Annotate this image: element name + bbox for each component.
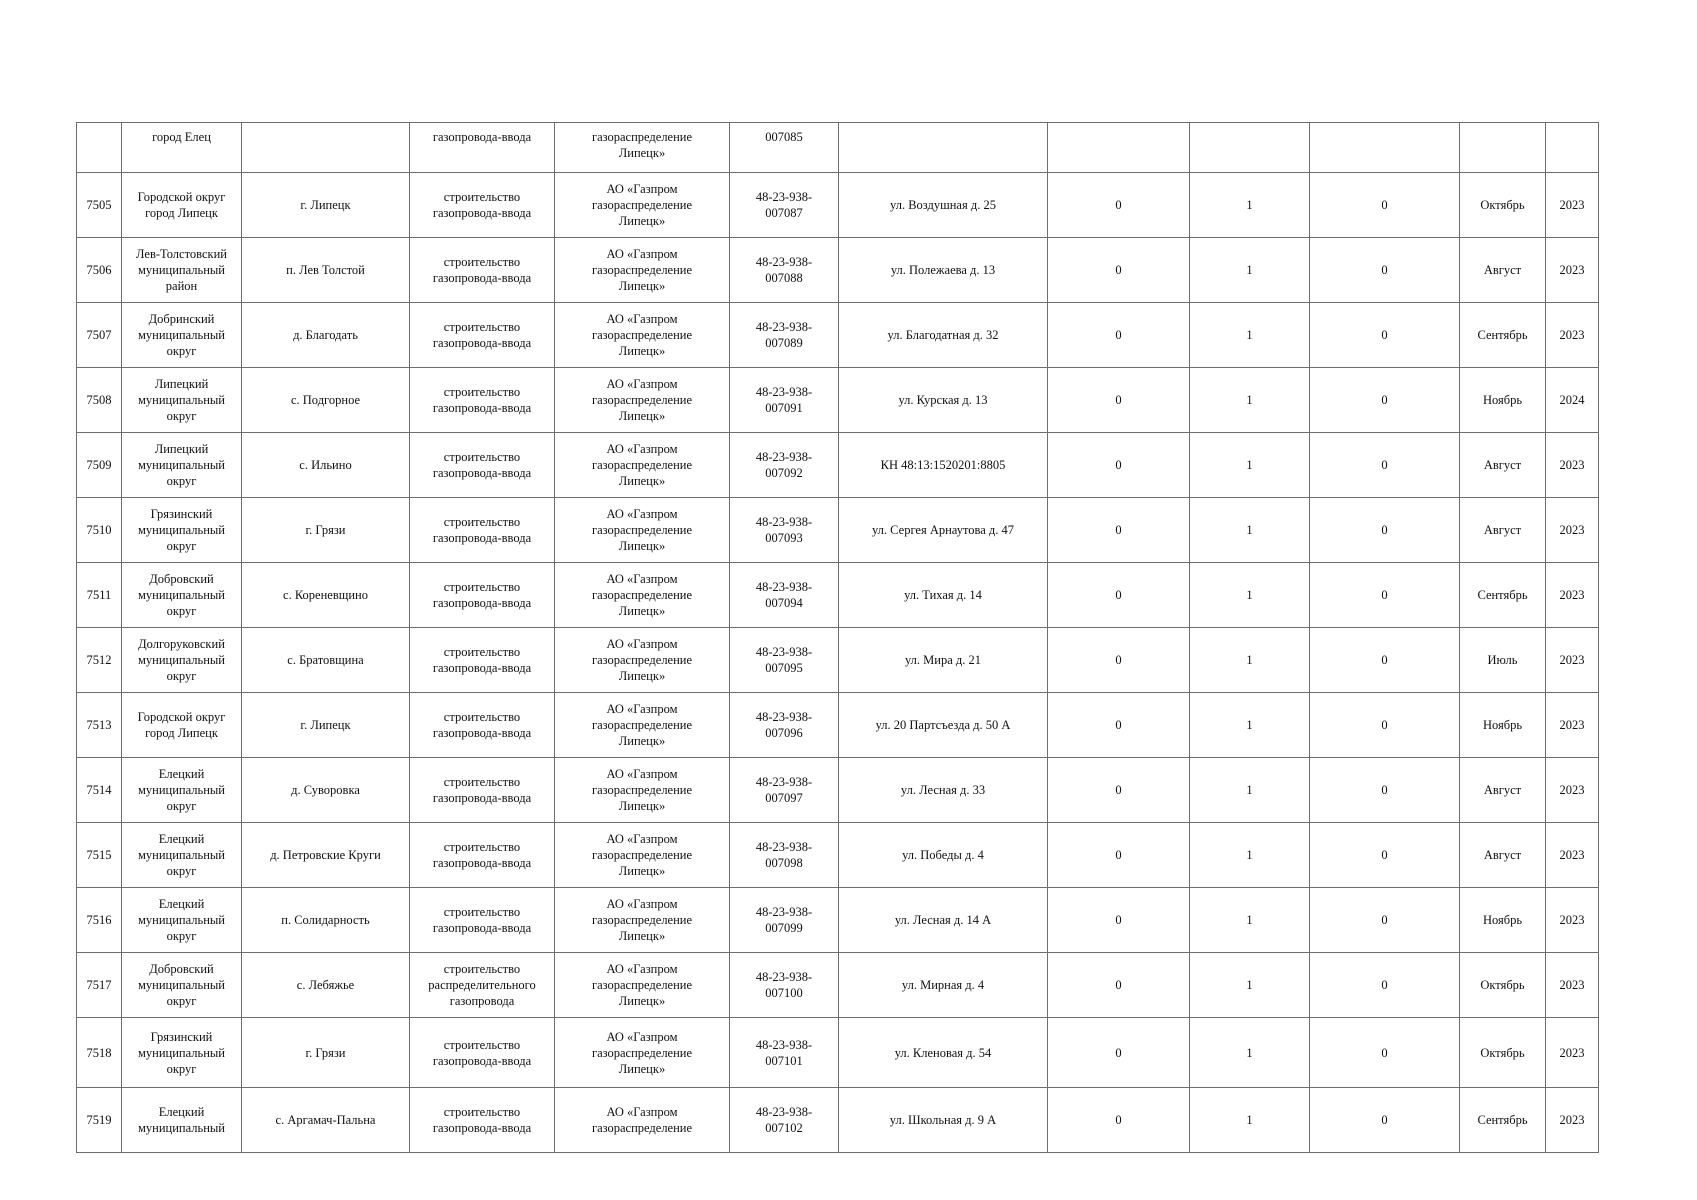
municipality-cell: город Елец xyxy=(122,123,242,173)
row-number: 7514 xyxy=(77,758,122,823)
application-code-cell: 48-23-938- 007089 xyxy=(730,303,839,368)
settlement-cell: с. Аргамач-Пальна xyxy=(242,1088,410,1153)
row-number: 7510 xyxy=(77,498,122,563)
address-cell xyxy=(839,123,1048,173)
work-type-cell: строительство распределительного газопровода xyxy=(410,953,555,1018)
year-cell: 2023 xyxy=(1546,563,1599,628)
application-code-cell: 48-23-938- 007099 xyxy=(730,888,839,953)
work-type-cell: строительство газопровода-ввода xyxy=(410,888,555,953)
settlement-cell: г. Грязи xyxy=(242,1018,410,1088)
table-row xyxy=(77,693,1599,758)
value-cell-3: 0 xyxy=(1310,563,1460,628)
year-cell: 2023 xyxy=(1546,953,1599,1018)
row-number xyxy=(77,123,122,173)
application-code-cell: 48-23-938- 007092 xyxy=(730,433,839,498)
work-type-cell: строительство газопровода-ввода xyxy=(410,1088,555,1153)
application-code-cell: 48-23-938- 007096 xyxy=(730,693,839,758)
value-cell-2: 1 xyxy=(1190,498,1310,563)
row-number: 7509 xyxy=(77,433,122,498)
address-cell: ул. Полежаева д. 13 xyxy=(839,238,1048,303)
settlement-cell: г. Липецк xyxy=(242,173,410,238)
row-number: 7516 xyxy=(77,888,122,953)
organization-cell: АО «Газпром газораспределение Липецк» xyxy=(555,238,730,303)
value-cell-1: 0 xyxy=(1048,433,1190,498)
value-cell-2: 1 xyxy=(1190,433,1310,498)
value-cell-2: 1 xyxy=(1190,953,1310,1018)
row-number: 7515 xyxy=(77,823,122,888)
value-cell-2: 1 xyxy=(1190,238,1310,303)
month-cell: Август xyxy=(1460,498,1546,563)
year-cell: 2023 xyxy=(1546,498,1599,563)
value-cell-3: 0 xyxy=(1310,953,1460,1018)
value-cell-3: 0 xyxy=(1310,433,1460,498)
settlement-cell: п. Лев Толстой xyxy=(242,238,410,303)
year-cell: 2023 xyxy=(1546,173,1599,238)
organization-cell: АО «Газпром газораспределение Липецк» xyxy=(555,758,730,823)
organization-cell: газораспределение Липецк» xyxy=(555,123,730,173)
address-cell: ул. Победы д. 4 xyxy=(839,823,1048,888)
municipality-cell: Елецкий муниципальный округ xyxy=(122,823,242,888)
work-type-cell: строительство газопровода-ввода xyxy=(410,173,555,238)
municipality-cell: Добровский муниципальный округ xyxy=(122,953,242,1018)
month-cell: Ноябрь xyxy=(1460,368,1546,433)
value-cell-3: 0 xyxy=(1310,1088,1460,1153)
address-cell: ул. Сергея Арнаутова д. 47 xyxy=(839,498,1048,563)
value-cell-2: 1 xyxy=(1190,368,1310,433)
value-cell-3: 0 xyxy=(1310,1018,1460,1088)
address-cell: КН 48:13:1520201:8805 xyxy=(839,433,1048,498)
table-row xyxy=(77,1088,1599,1153)
table-row xyxy=(77,1018,1599,1088)
row-number: 7517 xyxy=(77,953,122,1018)
work-type-cell: строительство газопровода-ввода xyxy=(410,433,555,498)
row-number: 7511 xyxy=(77,563,122,628)
work-type-cell: строительство газопровода-ввода xyxy=(410,1018,555,1088)
value-cell-2: 1 xyxy=(1190,693,1310,758)
row-number: 7505 xyxy=(77,173,122,238)
work-type-cell: строительство газопровода-ввода xyxy=(410,303,555,368)
settlement-cell: с. Кореневщино xyxy=(242,563,410,628)
settlement-cell: с. Подгорное xyxy=(242,368,410,433)
month-cell: Сентябрь xyxy=(1460,1088,1546,1153)
settlement-cell: г. Липецк xyxy=(242,693,410,758)
value-cell-2: 1 xyxy=(1190,1088,1310,1153)
organization-cell: АО «Газпром газораспределение Липецк» xyxy=(555,628,730,693)
value-cell-3: 0 xyxy=(1310,498,1460,563)
year-cell: 2023 xyxy=(1546,1018,1599,1088)
month-cell: Август xyxy=(1460,238,1546,303)
address-cell: ул. Благодатная д. 32 xyxy=(839,303,1048,368)
value-cell-2: 1 xyxy=(1190,628,1310,693)
value-cell-3: 0 xyxy=(1310,823,1460,888)
application-code-cell: 48-23-938- 007097 xyxy=(730,758,839,823)
value-cell-3: 0 xyxy=(1310,628,1460,693)
municipality-cell: Городской округ город Липецк xyxy=(122,173,242,238)
organization-cell: АО «Газпром газораспределение Липецк» xyxy=(555,368,730,433)
organization-cell: АО «Газпром газораспределение Липецк» xyxy=(555,498,730,563)
value-cell-2: 1 xyxy=(1190,303,1310,368)
settlement-cell: д. Благодать xyxy=(242,303,410,368)
application-code-cell: 48-23-938- 007087 xyxy=(730,173,839,238)
settlement-cell: д. Петровские Круги xyxy=(242,823,410,888)
year-cell xyxy=(1546,123,1599,173)
application-code-cell: 007085 xyxy=(730,123,839,173)
year-cell: 2023 xyxy=(1546,693,1599,758)
address-cell: ул. Лесная д. 33 xyxy=(839,758,1048,823)
municipality-cell: Долгоруковский муниципальный округ xyxy=(122,628,242,693)
year-cell: 2023 xyxy=(1546,433,1599,498)
month-cell: Сентябрь xyxy=(1460,563,1546,628)
municipality-cell: Елецкий муниципальный xyxy=(122,1088,242,1153)
settlement-cell xyxy=(242,123,410,173)
table-row xyxy=(77,758,1599,823)
month-cell: Август xyxy=(1460,823,1546,888)
value-cell-1: 0 xyxy=(1048,1088,1190,1153)
organization-cell: АО «Газпром газораспределение Липецк» xyxy=(555,1018,730,1088)
value-cell-3: 0 xyxy=(1310,173,1460,238)
municipality-cell: Добровский муниципальный округ xyxy=(122,563,242,628)
month-cell xyxy=(1460,123,1546,173)
month-cell: Октябрь xyxy=(1460,953,1546,1018)
organization-cell: АО «Газпром газораспределение xyxy=(555,1088,730,1153)
value-cell-1: 0 xyxy=(1048,303,1190,368)
application-code-cell: 48-23-938- 007088 xyxy=(730,238,839,303)
month-cell: Август xyxy=(1460,433,1546,498)
value-cell-2: 1 xyxy=(1190,758,1310,823)
row-number: 7513 xyxy=(77,693,122,758)
municipality-cell: Елецкий муниципальный округ xyxy=(122,888,242,953)
address-cell: ул. Мирная д. 4 xyxy=(839,953,1048,1018)
table-row xyxy=(77,563,1599,628)
municipality-cell: Грязинский муниципальный округ xyxy=(122,1018,242,1088)
row-number: 7508 xyxy=(77,368,122,433)
organization-cell: АО «Газпром газораспределение Липецк» xyxy=(555,823,730,888)
value-cell-3: 0 xyxy=(1310,693,1460,758)
settlement-cell: п. Солидарность xyxy=(242,888,410,953)
settlement-cell: г. Грязи xyxy=(242,498,410,563)
settlement-cell: с. Ильино xyxy=(242,433,410,498)
application-code-cell: 48-23-938- 007093 xyxy=(730,498,839,563)
value-cell-3: 0 xyxy=(1310,368,1460,433)
value-cell-1: 0 xyxy=(1048,368,1190,433)
work-type-cell: строительство газопровода-ввода xyxy=(410,238,555,303)
value-cell-1: 0 xyxy=(1048,823,1190,888)
work-type-cell: строительство газопровода-ввода xyxy=(410,628,555,693)
month-cell: Июль xyxy=(1460,628,1546,693)
month-cell: Сентябрь xyxy=(1460,303,1546,368)
municipality-cell: Добринский муниципальный округ xyxy=(122,303,242,368)
table-body xyxy=(77,123,1599,1153)
row-number: 7506 xyxy=(77,238,122,303)
address-cell: ул. Тихая д. 14 xyxy=(839,563,1048,628)
year-cell: 2023 xyxy=(1546,1088,1599,1153)
address-cell: ул. Мира д. 21 xyxy=(839,628,1048,693)
settlement-cell: с. Лебяжье xyxy=(242,953,410,1018)
table-row xyxy=(77,888,1599,953)
row-number: 7507 xyxy=(77,303,122,368)
value-cell-2: 1 xyxy=(1190,563,1310,628)
value-cell-1: 0 xyxy=(1048,1018,1190,1088)
work-type-cell: строительство газопровода-ввода xyxy=(410,693,555,758)
value-cell-1: 0 xyxy=(1048,498,1190,563)
table-row xyxy=(77,123,1599,173)
year-cell: 2023 xyxy=(1546,758,1599,823)
address-cell: ул. Кленовая д. 54 xyxy=(839,1018,1048,1088)
value-cell-3: 0 xyxy=(1310,238,1460,303)
application-code-cell: 48-23-938- 007095 xyxy=(730,628,839,693)
application-code-cell: 48-23-938- 007101 xyxy=(730,1018,839,1088)
organization-cell: АО «Газпром газораспределение Липецк» xyxy=(555,303,730,368)
value-cell-2: 1 xyxy=(1190,173,1310,238)
municipality-cell: Лев-Толстовский муниципальный район xyxy=(122,238,242,303)
value-cell-3 xyxy=(1310,123,1460,173)
table-row xyxy=(77,628,1599,693)
value-cell-2: 1 xyxy=(1190,823,1310,888)
organization-cell: АО «Газпром газораспределение Липецк» xyxy=(555,173,730,238)
address-cell: ул. 20 Партсъезда д. 50 А xyxy=(839,693,1048,758)
application-code-cell: 48-23-938- 007094 xyxy=(730,563,839,628)
table-row xyxy=(77,368,1599,433)
application-code-cell: 48-23-938- 007102 xyxy=(730,1088,839,1153)
month-cell: Октябрь xyxy=(1460,1018,1546,1088)
value-cell-1: 0 xyxy=(1048,888,1190,953)
value-cell-2: 1 xyxy=(1190,1018,1310,1088)
month-cell: Ноябрь xyxy=(1460,888,1546,953)
municipality-cell: Грязинский муниципальный округ xyxy=(122,498,242,563)
municipality-cell: Липецкий муниципальный округ xyxy=(122,433,242,498)
address-cell: ул. Воздушная д. 25 xyxy=(839,173,1048,238)
value-cell-1: 0 xyxy=(1048,693,1190,758)
table-row xyxy=(77,823,1599,888)
year-cell: 2024 xyxy=(1546,368,1599,433)
value-cell-1: 0 xyxy=(1048,238,1190,303)
organization-cell: АО «Газпром газораспределение Липецк» xyxy=(555,693,730,758)
table-row xyxy=(77,238,1599,303)
organization-cell: АО «Газпром газораспределение Липецк» xyxy=(555,563,730,628)
work-type-cell: строительство газопровода-ввода xyxy=(410,563,555,628)
value-cell-1: 0 xyxy=(1048,758,1190,823)
row-number: 7519 xyxy=(77,1088,122,1153)
application-code-cell: 48-23-938- 007098 xyxy=(730,823,839,888)
value-cell-1: 0 xyxy=(1048,563,1190,628)
value-cell-3: 0 xyxy=(1310,303,1460,368)
month-cell: Октябрь xyxy=(1460,173,1546,238)
month-cell: Август xyxy=(1460,758,1546,823)
application-code-cell: 48-23-938- 007091 xyxy=(730,368,839,433)
work-type-cell: строительство газопровода-ввода xyxy=(410,758,555,823)
municipality-cell: Елецкий муниципальный округ xyxy=(122,758,242,823)
row-number: 7518 xyxy=(77,1018,122,1088)
organization-cell: АО «Газпром газораспределение Липецк» xyxy=(555,888,730,953)
municipality-cell: Городской округ город Липецк xyxy=(122,693,242,758)
table-row xyxy=(77,173,1599,238)
municipality-cell: Липецкий муниципальный округ xyxy=(122,368,242,433)
year-cell: 2023 xyxy=(1546,823,1599,888)
work-type-cell: строительство газопровода-ввода xyxy=(410,368,555,433)
value-cell-3: 0 xyxy=(1310,758,1460,823)
gasification-table xyxy=(76,122,1599,1153)
year-cell: 2023 xyxy=(1546,628,1599,693)
address-cell: ул. Школьная д. 9 А xyxy=(839,1088,1048,1153)
table-row xyxy=(77,433,1599,498)
value-cell-2 xyxy=(1190,123,1310,173)
row-number: 7512 xyxy=(77,628,122,693)
organization-cell: АО «Газпром газораспределение Липецк» xyxy=(555,433,730,498)
year-cell: 2023 xyxy=(1546,888,1599,953)
year-cell: 2023 xyxy=(1546,303,1599,368)
table-row xyxy=(77,498,1599,563)
month-cell: Ноябрь xyxy=(1460,693,1546,758)
work-type-cell: строительство газопровода-ввода xyxy=(410,823,555,888)
address-cell: ул. Курская д. 13 xyxy=(839,368,1048,433)
settlement-cell: с. Братовщина xyxy=(242,628,410,693)
table-row xyxy=(77,303,1599,368)
value-cell-1 xyxy=(1048,123,1190,173)
work-type-cell: строительство газопровода-ввода xyxy=(410,498,555,563)
application-code-cell: 48-23-938- 007100 xyxy=(730,953,839,1018)
settlement-cell: д. Суворовка xyxy=(242,758,410,823)
value-cell-1: 0 xyxy=(1048,173,1190,238)
value-cell-1: 0 xyxy=(1048,628,1190,693)
work-type-cell: газопровода-ввода xyxy=(410,123,555,173)
value-cell-2: 1 xyxy=(1190,888,1310,953)
year-cell: 2023 xyxy=(1546,238,1599,303)
address-cell: ул. Лесная д. 14 А xyxy=(839,888,1048,953)
table-row xyxy=(77,953,1599,1018)
value-cell-1: 0 xyxy=(1048,953,1190,1018)
value-cell-3: 0 xyxy=(1310,888,1460,953)
organization-cell: АО «Газпром газораспределение Липецк» xyxy=(555,953,730,1018)
